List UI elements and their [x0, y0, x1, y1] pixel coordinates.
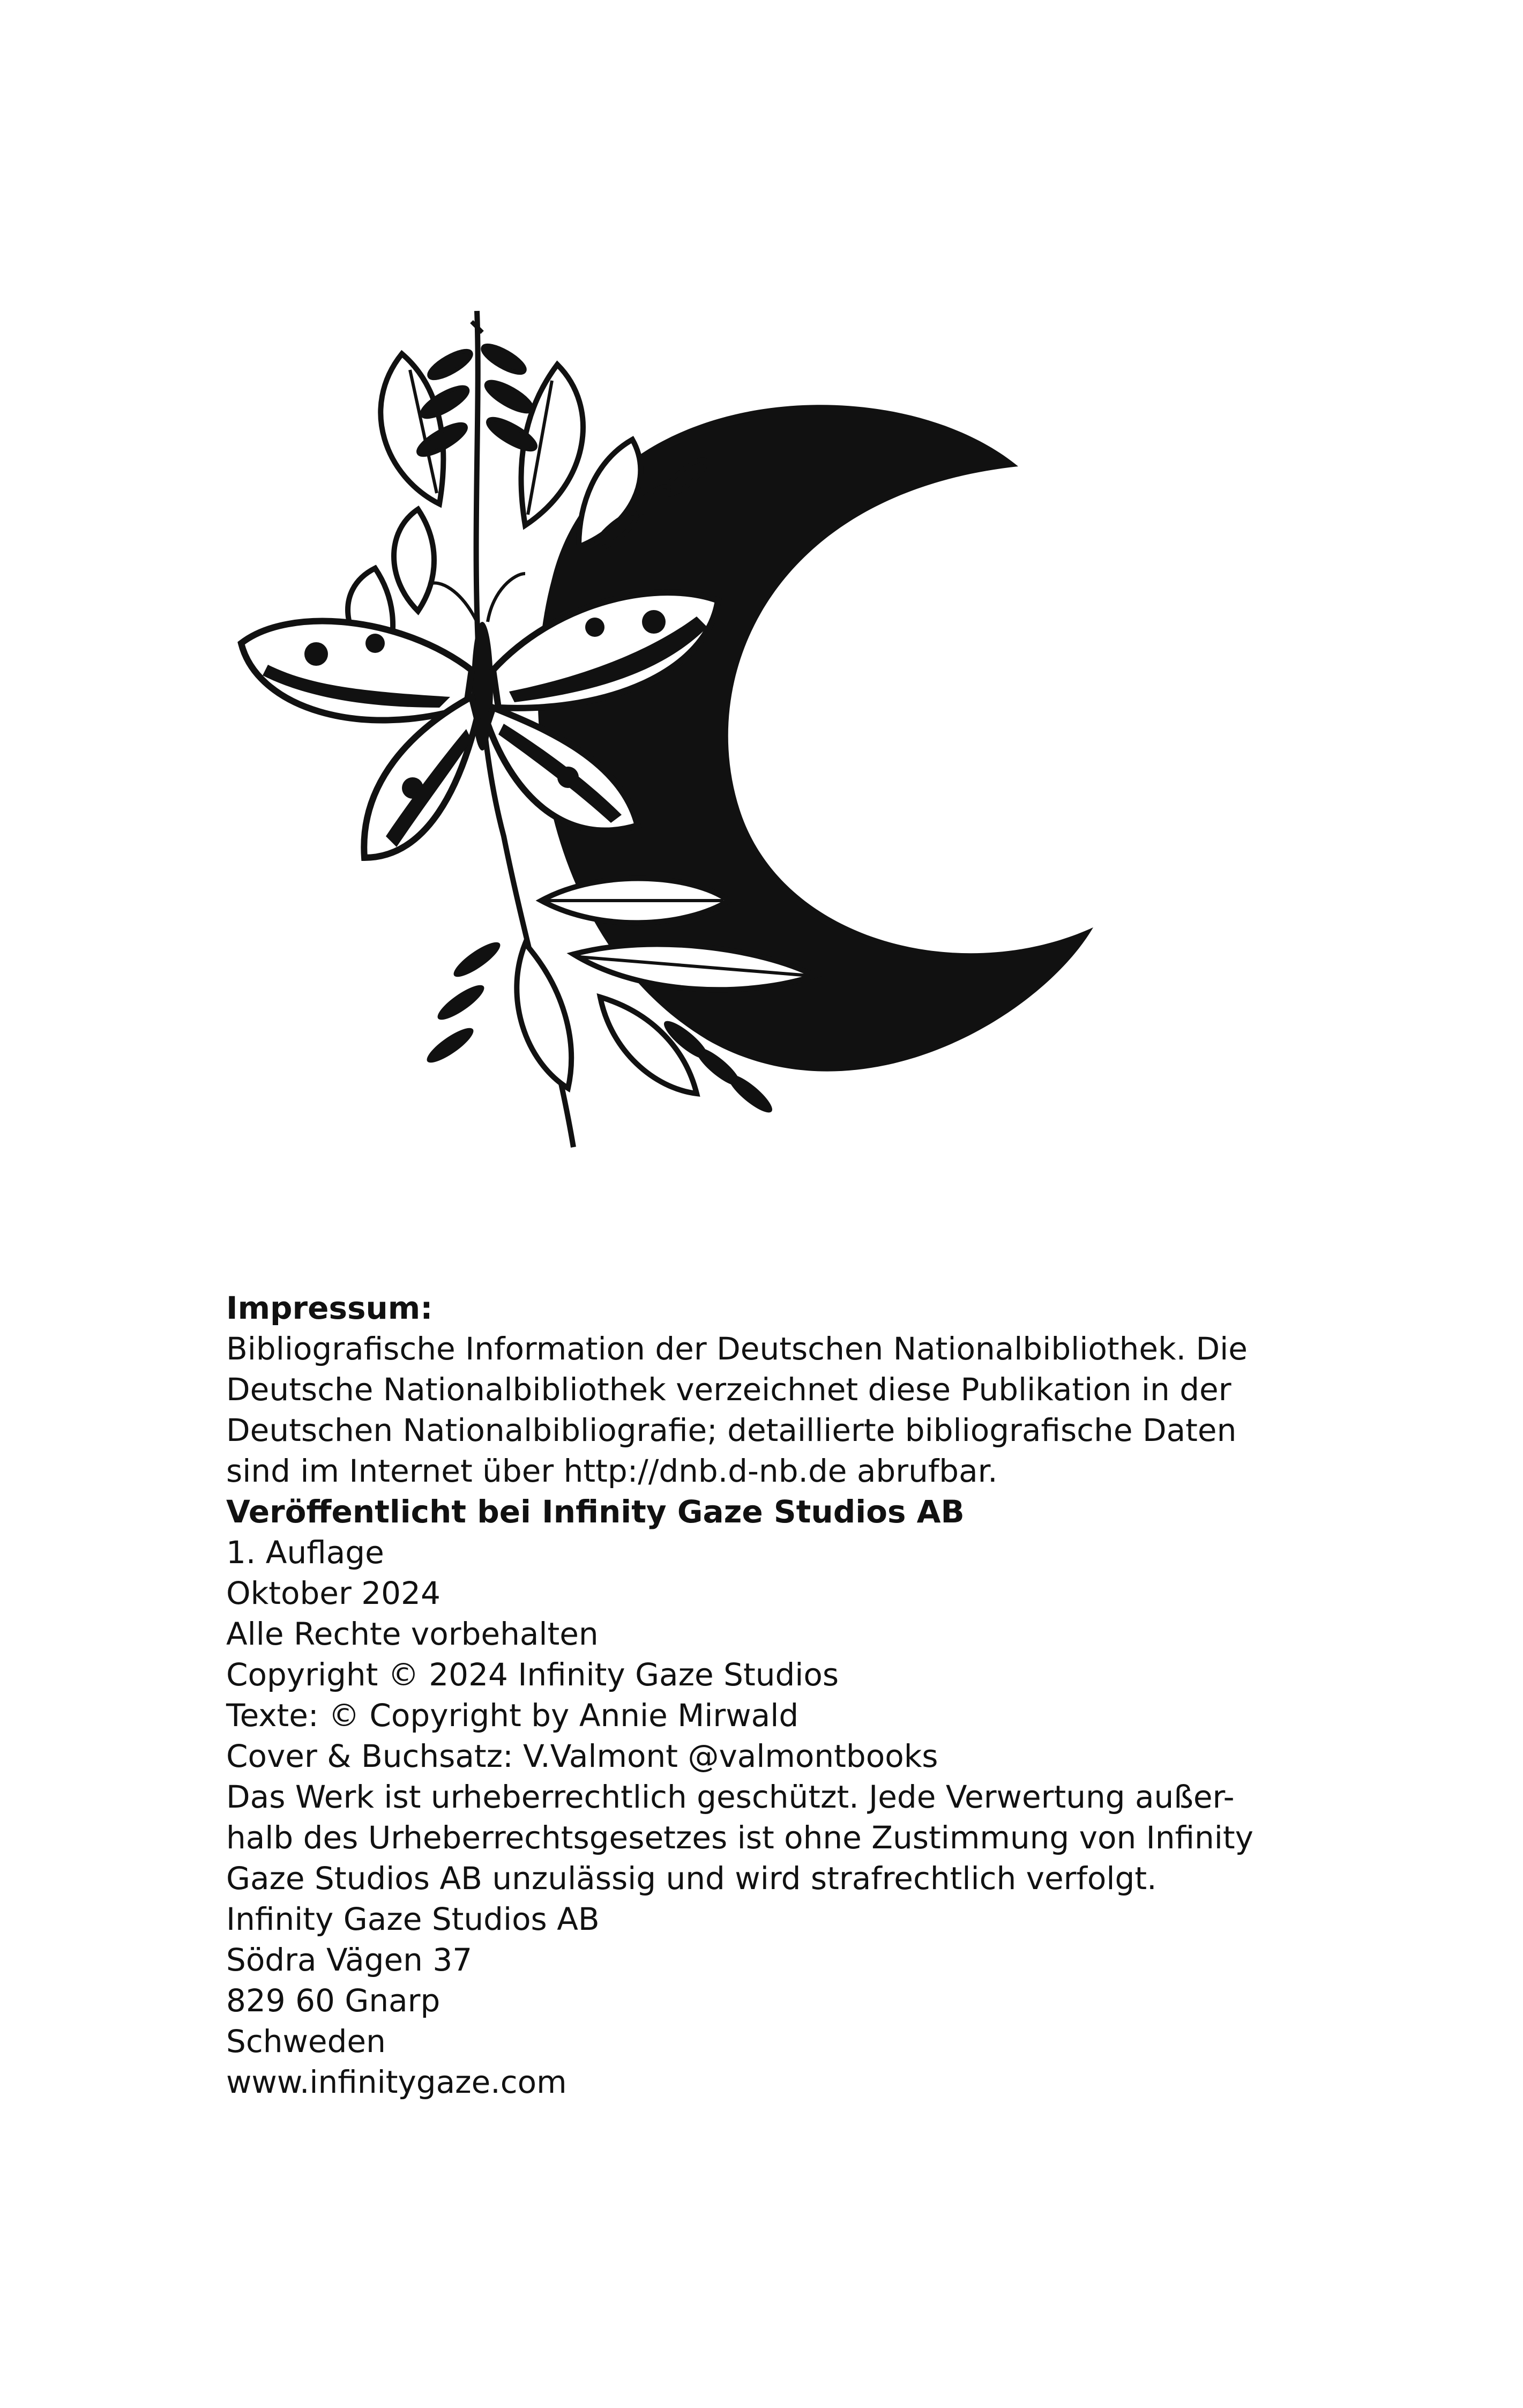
address-country: Schweden: [226, 2023, 386, 2060]
website-link[interactable]: www.infinitygaze.com: [226, 2064, 567, 2100]
publication-date: Oktober 2024: [226, 1575, 441, 1611]
bib-info-line-2: Deutsche Nationalbibliothek verzeichnet diese Publikation in der: [226, 1371, 1231, 1408]
crescent-moon-butterfly-leaves-icon: [225, 300, 1136, 1158]
bib-info-line-4: sind im Internet über http://dnb.d-nb.de abrufbar.: [226, 1453, 998, 1489]
edition: 1. Auflage: [226, 1534, 384, 1571]
legal-line-1: Das Werk ist urheberrechtlich geschützt. Jede Verwertung außer-: [226, 1779, 1235, 1815]
legal-line-2: halb des Urheberrechtsgesetzes ist ohne Zustimmung von Infinity: [226, 1819, 1253, 1856]
impressum-heading: Impressum:: [226, 1290, 433, 1326]
rights-notice: Alle Rechte vorbehalten: [226, 1616, 599, 1652]
address-street: Södra Vägen 37: [226, 1942, 473, 1978]
address-company: Infinity Gaze Studios AB: [226, 1901, 600, 1937]
bib-info-line-3: Deutschen Nationalbibliografie; detaillierte bibliografische Daten: [226, 1412, 1237, 1448]
cover-credit: Cover & Buchsatz: V.Valmont @valmontbooks: [226, 1738, 938, 1774]
address-city: 829 60 Gnarp: [226, 1982, 441, 2019]
publisher-heading: Veröffentlicht bei Infinity Gaze Studios AB: [226, 1493, 965, 1530]
texts-credit: Texte: © Copyright by Annie Mirwald: [226, 1697, 799, 1734]
impressum-block: [226, 1288, 1352, 2102]
bib-info-line-1: Bibliografische Information der Deutschen Nationalbibliothek. Die: [226, 1331, 1248, 1367]
legal-line-3: Gaze Studios AB unzulässig und wird strafrechtlich verfolgt.: [226, 1860, 1157, 1897]
copyright-line: Copyright © 2024 Infinity Gaze Studios: [226, 1656, 839, 1693]
